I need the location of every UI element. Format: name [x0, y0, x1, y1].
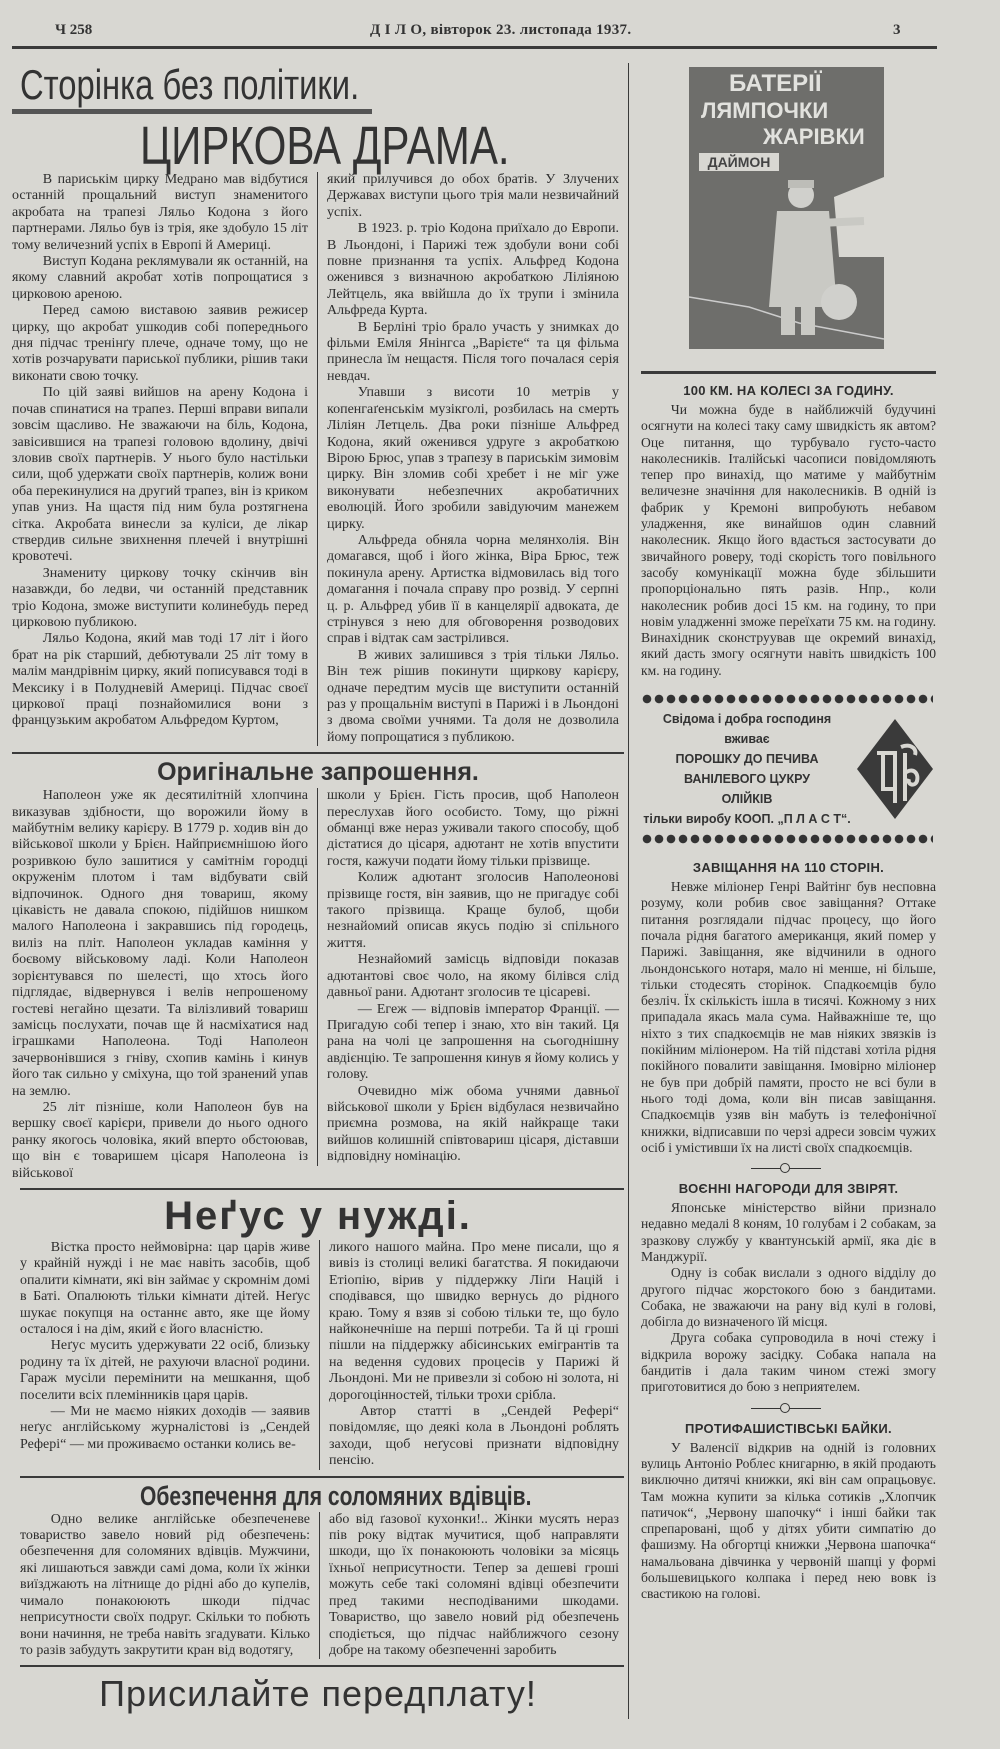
dotted-border — [641, 693, 933, 705]
paragraph: Наполеон уже як десятилітній хлопчина виказував здібности, що ворожили йому в майбутнім велику карієру. В 1779 р. ходив він до військової школи у Брієн. Найприємнішою його розривкою було зашитися у самітнім городці окруженім плотом і там відбувати свій відпочинок. Одного дня товариш, якому цікавість не давала спокою, підійшов нишком малого Наполеона і закравшись під городець, виліз на пліт. Наполеон укладав каміння у боєвому військовому ладі. Коли Наполеон зорієнтувався по шелесті, що хтось його підглядає, відвернувся і велів непрошеному гостеві негайно щезати. Та вілізливий товариш замісць послухати, почав ще й насміхатися над іграшками Наполеона. Тоді Наполеон зачервонівшися з гніву, схопив камінь і кинув його так сильно у сміхуна, що той зранений упав на землю. — [12, 788, 308, 1099]
article-rule — [20, 1188, 624, 1190]
paragraph: Японське міністерство війни признало недавно медалі 8 коням, 10 голубам і 2 собакам, за зразкову службу у квантунській армії, яка діє в Манджурії. — [641, 1200, 936, 1264]
section-title-rule — [12, 109, 372, 114]
insurance-column-2 — [319, 1512, 619, 1660]
paragraph: — Егеж — відповів імператор Франції. — Пригадую собі тепер і знаю, хто він такий. Ця рана на чолі це запрошення на сьогоднішну авдієнцію. Те запрошення кинув я йому колись у голову. — [327, 1001, 619, 1083]
will-text — [641, 879, 936, 1156]
paragraph: — Ми не маємо ніяких доходів — заявив неґус англійському журналістові із „Сендей Рефері“ — ми проживаємо останки колись ве- — [20, 1404, 310, 1452]
article-title-will: ЗАВІЩАННЯ НА 110 СТОРІН. — [692, 860, 885, 876]
fables-text — [641, 1440, 936, 1603]
negus-column-1 — [20, 1240, 319, 1453]
article-title-insurance: Обезпечення для соломяних вдівців. — [140, 1480, 532, 1511]
article-rule — [20, 1665, 624, 1667]
ad-plast-line-3: ВАНІЛЕВОГО ЦУКРУ — [683, 772, 811, 787]
napoleon-article — [12, 788, 624, 1182]
paragraph: ликого нашого майна. Про мене писали, що я вивіз із столиці великі багатства. Я покидаючи Етіопію, вірив у піддержку Ліґи Націй і сподівався, що швидко вернусь до рідного краю. Тому я взяв зі собою тільки те, що було найконечніше на перші потреби. Та й ці гроші пішли на піддержку абісинських емігрантів та на ведення судових процесів у Парижі й Льондоні. Ми не привезли зі собою ні золота, ні дорогоцінностей, тільки трохи срібла. — [329, 1239, 619, 1403]
issue-number: Ч 258 — [55, 22, 93, 38]
paragraph: Альфреда обняла чорна мелянхолія. Він домагався, щоб і його жінка, Віра Брюс, теж покинула арену. Артистка відмовилась від того домагання і почала справу про розвід. У серпні ц. р. Альфред убив її в канцелярії адвоката, де стрінувся з нею для обговорення розводових справ і відтак сам застрілився. — [327, 532, 619, 647]
napoleon-column-1 — [12, 788, 317, 1182]
negus-article — [12, 1240, 624, 1470]
article-title-circus: ЦИРКОВА ДРАМА. — [140, 116, 510, 176]
paragraph: Очевидно між обома учнями давньої військової школи у Брієн відбулася незвичайно приємна розмова, на якій найкраще таки вийшов колишній співтовариш цісаря, діставши відповідну номінацію. — [327, 1083, 619, 1165]
paragraph: Автор статті в „Сендей Рефері“ повідомляє, що деякі кола в Льондоні роблять заходи, щоб неґусові признати відповідну пенсію. — [329, 1404, 619, 1469]
paragraph: який прилучився до обох братів. У Злучених Державах виступи цього трія мали незвичайний успіх. — [327, 172, 619, 220]
article-rule — [12, 752, 624, 754]
paragraph: Виступ Кодана реклямували як останній, на якому славний акробат хотів попрощатися з цирковою ареною. — [12, 254, 308, 302]
paragraph: Чи можна буде в найближчій будучині осягнути на колесі таку саму швидкість як автом? Оце питання, що турбувало густо-часто наколесників. Італійські часописи повідомляють тепер про винахід, що матиме у майбутнім величезне значіння для наколесників. В одній із фабрик у Кремоні випробують небавом уладження, яке винайшов один славний наколесник. Якщо його вдасться застосувати до звичайного роверу, тоді скорість того повільного засобу комунікації можна буде збільшити пропорціонально пять разів. Нпр., коли наколесник робив досі 15 км. на годину, то при новім уладженні зможе переїхати 75 км. на годину. Винахідник сконструував ще окремий винахід, який дасть змогу осягнути навіть швидкість 100 км. на годину. — [641, 402, 936, 678]
article-title-negus: Неґус у нужді. — [164, 1193, 472, 1238]
paragraph: У Валенсії відкрив на одній із головних вулиць Антоніо Роблес книгарню, в якій продають виключно дитячі книжки, які він сам опрацьовує. Там можна купити за кілька сотиків „Хлопчик патичок“, „Червону шапочку“ і інші байки так спрепаровані, щоб у дітях убити симпатію до фашизму. На обгортці книжки „Червона шапочка“ намальована дівчинка у червоній шапці у формі большевицького колпака і перед нею вовк із свастикою на голові. — [641, 1439, 936, 1602]
ad-plast-line-1: Свідома і добра господиня вживає — [662, 712, 832, 747]
insurance-article — [12, 1512, 624, 1660]
plast-advertisement — [641, 709, 936, 829]
ad-brand-daimon: ДАЙМОН — [699, 153, 779, 171]
circus-article — [12, 172, 624, 746]
ad-plast-line-2: ПОРОШКУ ДО ПЕЧИВА — [675, 752, 819, 767]
article-title-bicycle: 100 КМ. НА КОЛЕСІ ЗА ГОДИНУ. — [683, 383, 894, 398]
dotted-border — [641, 833, 933, 845]
napoleon-column-2 — [317, 788, 619, 1165]
ad-line-bulbs: ЖАРІВКИ — [763, 124, 865, 149]
bicycle-text — [641, 402, 936, 679]
ad-line-lamps: ЛЯМПОЧКИ — [701, 98, 829, 123]
man-with-flashlight-illustration — [689, 177, 884, 349]
insurance-column-1 — [20, 1512, 319, 1660]
paragraph: Знамениту циркову точку скінчив він назавжди, бо ледви, чи останній представник тріо Кодона, зможе виступити колинебудь перед цирковою публикою. — [12, 565, 308, 630]
ad-plast-line-4: ОЛІЙКІВ — [721, 792, 773, 807]
plast-logo-icon — [857, 719, 933, 819]
paragraph: 25 літ пізніше, коли Наполеон був на вершку своєї карієри, привели до нього одного ранку якогось чоловіка, який вперто обстоював, що він є товаришем цісаря Наполеона із військової — [12, 1099, 308, 1181]
ad-line-batteries: БАТЕРІЇ — [729, 70, 822, 97]
negus-column-2 — [319, 1240, 619, 1470]
paragraph: Колиж адютант зголосив Наполеонові прізвище гостя, він заявив, що не пригадує собі такого прізвища. Краще булоб, щоби незнайомий описав якусь подію зі спільного життя. — [327, 870, 619, 951]
paragraph: або від ґазової кухонки!.. Жінки мусять нераз пів року відтак мучитися, щоб направляти шкоди, що їх понакоюють чоловіки за місяць їхньої неприсутности. Тепер за дешеві гроші можуть себе такі соломяні вдівці обезпечити пред такими несподіваними шкодами. Товариство, що завело новий рід обезпечень сподіється, що підчас найближчого сезону добре на такому обезпеченні заробить — [329, 1511, 619, 1658]
daimon-advertisement — [689, 67, 884, 349]
paragraph: Вістка просто неймовірна: цар царів живе у крайній нужді і не має навіть засобів, щоб опалити кімнати, які він займає у скромнім домі в Баті. Опалюють тільки кімнати дітей. Неґус шукає покупця на останнє авто, яке ще йому осталося і на дім, який є його власністю. — [20, 1239, 310, 1337]
page-body — [0, 63, 1000, 1719]
left-area — [12, 63, 628, 1719]
paragraph: В живих залишився з трія тільки Ляльо. Він теж рішив покинути щиркову карієру, одначе передтим мусів ще виступити останній раз у прощальнім виступі в Парижі і в Льондоні з двома своїми учнями. Та доля не дозволила йому попрощатися з публикою. — [327, 647, 619, 745]
article-rule — [20, 1476, 624, 1478]
paragraph: В париськім цирку Медрано мав відбутися останній прощальний виступ знаменитого акробата на трапезі Ляльо Кодона з його партнерами. Ляльо був із трія, яке здобуло 15 літ тому величезний успіх в Европі й Америці. — [12, 172, 308, 253]
page-number: 3 — [893, 22, 901, 38]
paragraph: Незнайомий замісць відповіди показав адютантові своє чоло, на якому білівся слід давньої рани. Адютант зголосив те цісареві. — [327, 952, 619, 1001]
paragraph: Упавши з висоти 10 метрів у копенгаґенськім музікголі, розбилась на смерть Ліліян Летцель. Два роки пізніше Альфред Кодона, який оженився удруге з акробаткою Вірою Брюс, упав з трапезу в париськім зимовім цирку. Він зломив собі хребет і не міг уже виконувати небезпечних акробатичних еволюцій. Його зробили завідуючим манежем цирку. — [327, 385, 619, 532]
animals-text — [641, 1200, 936, 1396]
article-title-fables: ПРОТИФАШИСТІВСЬКІ БАЙКИ. — [685, 1420, 892, 1436]
paragraph: Перед самою виставою заявив режисер цирку, що акробат ушкодив собі попереднього дня підчас тренінґу плече, одначе тому, що не хотів розчарувати париської публики, рішив таки виконати свою точку. — [12, 303, 308, 384]
circus-column-1 — [12, 172, 317, 730]
subscribe-appeal: Присилайте передплату! — [99, 1673, 537, 1715]
paragraph: Друга собака супроводила в ночі стежу і відкрила ворожу засідку. Собака напала на бандитів і дала таким чином стежі змогу приготовитися до бою з неприятелем. — [641, 1330, 936, 1395]
masthead — [0, 0, 1000, 46]
ornament-divider — [641, 1402, 936, 1416]
article-title-napoleon: Оригінальне запрошення. — [157, 758, 479, 787]
paragraph: Невже міліонер Генрі Вайтінг був несповна розуму, коли робив своє завіщання? Оттаке питання розглядали підчас процесу, що його почала рідня багатого американця, який помер у Парижі. Завіщання, яке відчинили в одного льондонського нотаря, мало ні менше, ні більше, тільки стодесять сторінок. Спадкоємців було безліч. Їх скількість ішла в тисячі. Кожному з них припадала якась мала сума. Найважніше те, що ніхто з тих спадкоємців не мав ніяких звязків із покійним міліонером. На тій підставі хотіла рідня покійного повалити завіщання. Імовірно міліонер не був при добрій памяти, просто не всі були в нього тоді дома, коли він писав завіщання. Спадкоємців узяв він мабуть із телефонічної книжки, відписавши по черзі адреси зовсім чужих осіб і умістивши їх на листі своїх спадкоємців. — [641, 879, 936, 1155]
newspaper-title-date: Д І Л О, вівторок 23. листопада 1937. — [370, 22, 632, 38]
article-title-animals: ВОЄННІ НАГОРОДИ ДЛЯ ЗВІРЯТ. — [678, 1181, 899, 1197]
paragraph: В Берліні тріо брало участь у знимках до фільми Еміля Янінгса „Варієте“ та ця фільма принесла їм нещастя. Після того почалася серія невдач. — [327, 319, 619, 384]
ad-plast-line-5: тільки виробу КООП. „П Л А С Т“. — [643, 812, 851, 827]
ornament-divider — [641, 1162, 936, 1176]
circus-column-2 — [317, 172, 619, 746]
article-rule — [641, 371, 936, 374]
paragraph: школи у Брієн. Гість просив, щоб Наполеон переслухав його особисто. Тому, що ріжні обманці вже нераз уживали такого способу, щоб дістатися до цісаря, адютант не хотів впустити гостя, кажучи подати йому тільки прізвище. — [327, 788, 619, 869]
masthead-rule — [12, 46, 937, 49]
paragraph: Одну із собак вислали з одного відділу до другого підчас жорстокого бою з бандитами. Собака, не зважаючи на рану від кулі в голові, добігла до визначеного їй місця. — [641, 1265, 936, 1330]
paragraph: Одно велике англійське обезпеченеве товариство завело новий рід обезпечень: обезпечення для соломяних вдівців. Мужчини, які лишаються завжди самі дома, коли їх жінки виїзджають на літнище до рідні або до купелів, чимало понакоюють шкоди підчас неприсутности своїх подруг. Скільки то побють вони начиння, не треба навіть згадувати. Кілько то разів забудуть закрутити кран від водотягу, — [20, 1511, 310, 1658]
paragraph: В 1923. р. тріо Кодона приїхало до Европи. В Льондоні, і Парижі теж здобули вони собі повне признання та успіх. Альфред Кодона оженився з визначною акробаткою Ліліяною Лейтцель, яка ввійшла до їх трупи і змінила Альфреда Курта. — [327, 221, 619, 319]
paragraph: По цій заяві вийшов на арену Кодона і почав спинатися на трапез. Перші вправи випали зовсім щасливо. Не зважаючи на біль, Кодона, завісившися на трапезі головою вдолину, двічі зловив своїх партнерів. У нього було настільки сили, щоб удержати своїх партнерів, колиж вони оба перекинулися на другий трапез, він із криком упав униз. На щастя під ним була розтягнена сітка. Акробата винесли за куліси, де лікар ствердив сильне звихнення плечей і внутрішні кровотечі. — [12, 385, 308, 565]
paragraph: Ляльо Кодона, який мав тоді 17 літ і його брат на рік старший, дебютували 25 літ тому в малім мандрівнім цирку, який пописувався тоді в Мексику і в Полудневій Америці. Підчас своєї циркової праці познайомилися вони з французьким акробатом Альфредом Куртом, — [12, 631, 308, 729]
paragraph: Неґус мусить удержувати 22 осіб, близьку родину та їх дітей, не рахуючи власної родини. Гараж мусіли перемінити на мешкання, щоб поселити всіх племінників царя царів. — [20, 1338, 310, 1403]
right-column — [628, 63, 936, 1719]
section-title: Сторінка без політики. — [20, 61, 360, 108]
